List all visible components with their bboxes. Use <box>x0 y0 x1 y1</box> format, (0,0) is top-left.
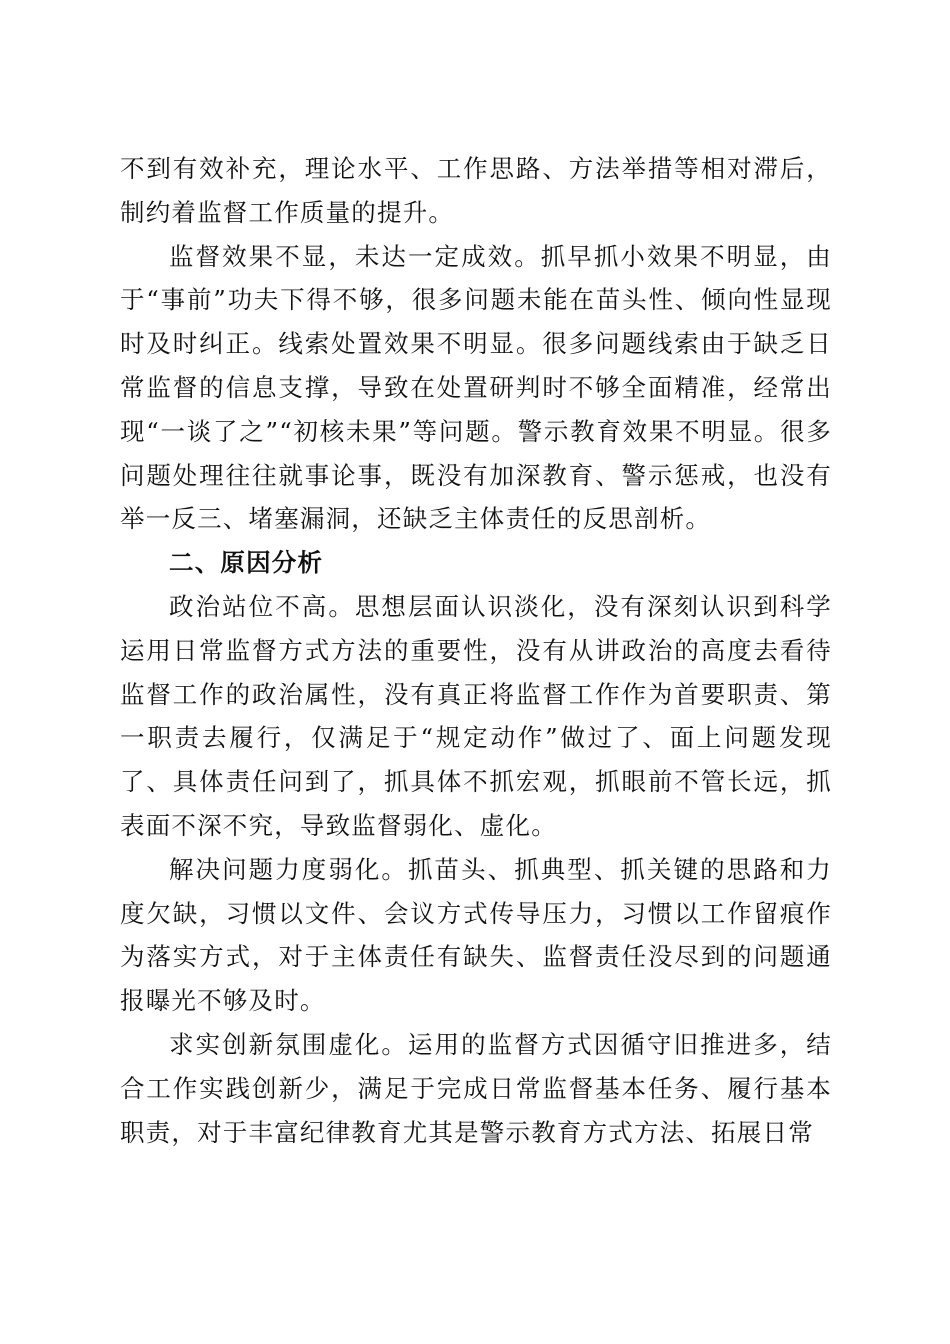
paragraph-supervision-effect: 监督效果不显，未达一定成效。抓早抓小效果不明显，由于“事前”功夫下得不够，很多问题未能在苗头性、倾向性显现时及时纠正。线索处置效果不明显。很多问题线索由于缺乏日常监督的信息支撑，导致在处置研判时不够全面精准，经常出现“一谈了之”“初核未果”等问题。警示教育效果不明显。很多问题处理往往就事论事，既没有加深教育、警示惩戒，也没有举一反三、堵塞漏洞，还缺乏主体责任的反思剖析。 <box>120 241 832 534</box>
paragraph-continuation: 不到有效补充，理论水平、工作思路、方法举措等相对滞后，制约着监督工作质量的提升。 <box>120 154 832 227</box>
document-body <box>120 147 832 1154</box>
paragraph-innovation: 求实创新氛围虚化。运用的监督方式因循守旧推进多，结合工作实践创新少，满足于完成日常监督基本任务、履行基本职责，对于丰富纪律教育尤其是警示教育方式方法、拓展日常 <box>120 1029 832 1147</box>
section-heading-cause-analysis: 二、原因分析 <box>169 548 324 578</box>
paragraph-political-stance: 政治站位不高。思想层面认识淡化，没有深刻认识到科学运用日常监督方式方法的重要性，没有从讲政治的高度去看待监督工作的政治属性，没有真正将监督工作作为首要职责、第一职责去履行，仅满足于“规定动作”做过了、面上问题发现了、具体责任问到了，抓具体不抓宏观，抓眼前不管长远，抓表面不深不究，导致监督弱化、虚化。 <box>120 591 832 840</box>
paragraph-problem-solving: 解决问题力度弱化。抓苗头、抓典型、抓关键的思路和力度欠缺，习惯以文件、会议方式传导压力，习惯以工作留痕作为落实方式，对于主体责任有缺失、监督责任没尽到的问题通报曝光不够及时。 <box>120 854 832 1016</box>
